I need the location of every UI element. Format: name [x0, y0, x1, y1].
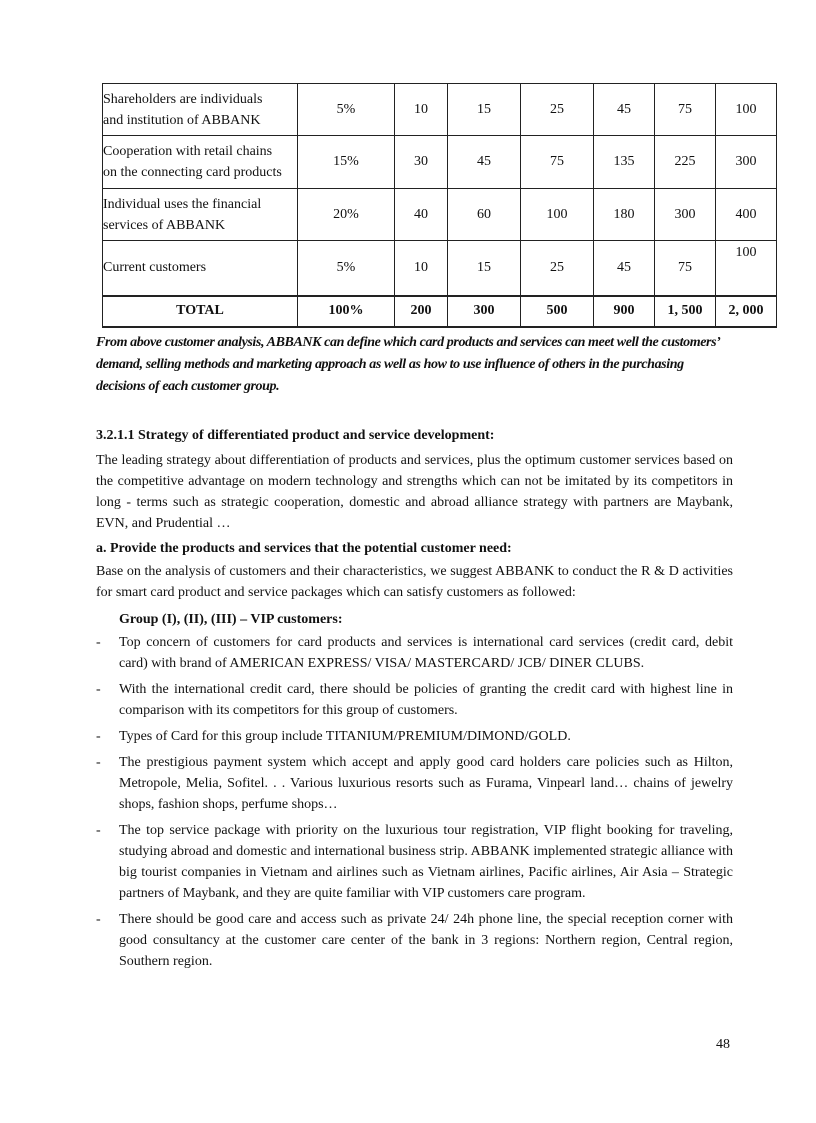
value-cell: 100 [716, 84, 777, 136]
total-row [103, 296, 777, 327]
row-label-line: on the connecting card products [103, 165, 282, 180]
value-cell: 135 [594, 136, 655, 189]
bullet-text: The prestigious payment system which accept and apply good card holders care policies such as Hilton, Metropole, Melia, Sofitel. . . Various luxurious resorts such as Furama, Vinpearl land… chains of jewelry shops, fashion shops, perfume shops… [119, 755, 733, 812]
row-label-line: Individual uses the financial [103, 196, 262, 212]
section-heading: 3.2.1.1 Strategy of differentiated product and service development: [96, 428, 495, 443]
value-cell: 300 [716, 136, 777, 189]
share-cell: 5% [298, 241, 395, 296]
value-cell: 75 [655, 84, 716, 136]
dash-bullet-icon: - [96, 729, 101, 744]
row-label [103, 189, 298, 241]
value-cell: 45 [594, 84, 655, 136]
dash-bullet-icon: - [96, 682, 101, 697]
bullet-text: There should be good care and access such as private 24/ 24h phone line, the special reception corner with good consultancy at the customer care center of the bank in 3 regions: Northern region, Central region, Southern region. [119, 912, 733, 969]
bullet-item [96, 909, 733, 972]
dash-bullet-icon: - [96, 912, 101, 927]
row-label-line: Current customers [103, 260, 207, 276]
value-cell: 10 [395, 84, 448, 136]
value-cell: 100 [521, 189, 594, 241]
bullet-item [96, 726, 733, 747]
value-cell: 60 [448, 189, 521, 241]
value-cell: 45 [448, 136, 521, 189]
table-row [103, 84, 777, 136]
value-cell: 25 [521, 241, 594, 296]
value-cell: 400 [716, 189, 777, 241]
row-label [103, 84, 298, 136]
total-value: 200 [395, 296, 448, 327]
bullet-list [96, 632, 733, 972]
share-cell: 5% [298, 84, 395, 136]
value-cell: 300 [655, 189, 716, 241]
total-label: TOTAL [103, 296, 298, 327]
bullet-item [96, 632, 733, 674]
dash-bullet-icon: - [96, 635, 101, 650]
value-cell: 225 [655, 136, 716, 189]
total-value: 300 [448, 296, 521, 327]
dash-bullet-icon: - [96, 823, 101, 838]
total-value: 900 [594, 296, 655, 327]
dash-bullet-icon: - [96, 755, 101, 770]
bullet-text: Top concern of customers for card products and services is international card services (credit card, debit card) with brand of AMERICAN EXPRESS/ VISA/ MASTERCARD/ JCB/ DINER CLUBS. [119, 635, 733, 671]
value-cell: 75 [655, 241, 716, 296]
row-label-line: services of ABBANK [103, 217, 226, 233]
conclusion-text: From above customer analysis, ABBANK can define which card products and services can meet well the customers’ demand, selling methods and marketing approach as well as how to use influence of others in the purchasing decisions of each customer group. [96, 335, 720, 394]
row-label [103, 136, 298, 189]
total-share: 100% [298, 296, 395, 327]
page-number: 48 [716, 1037, 730, 1052]
intro-paragraph: The leading strategy about differentiation of products and services, plus the optimum customer services based on the competitive advantage on modern technology and strengths which can not be imitated by its competitors in long - terms such as strategic cooperation, domestic and abroad alliance strategy with partners are Maybank, EVN, and Prudential … [96, 453, 733, 531]
value-cell: 75 [521, 136, 594, 189]
share-cell: 15% [298, 136, 395, 189]
bullet-item [96, 820, 733, 904]
value-cell: 30 [395, 136, 448, 189]
group-heading: Group (I), (II), (III) – VIP customers: [119, 612, 343, 627]
row-label [103, 241, 298, 296]
total-value: 1, 500 [655, 296, 716, 327]
subheading-a: a. Provide the products and services that the potential customer need: [96, 541, 512, 556]
total-value: 500 [521, 296, 594, 327]
bullet-text: The top service package with priority on the luxurious tour registration, VIP flight booking for traveling, studying abroad and domestic and international business strip. ABBANK implemented strategic alliance with big tourist companies in Vietnam and airlines such as Vietnam airlines, Pacific airlines, Air Asia – Strategic partners of Maybank, and they are quite familiar with VIP customers care program. [119, 823, 733, 901]
value-cell: 15 [448, 241, 521, 296]
bullet-item [96, 679, 733, 721]
bullet-item [96, 752, 733, 815]
section-content [96, 425, 733, 977]
value-cell: 15 [448, 84, 521, 136]
row-label-line: Shareholders are individuals [103, 91, 263, 107]
share-cell: 20% [298, 189, 395, 241]
value-cell: 180 [594, 189, 655, 241]
total-value: 2, 000 [716, 296, 777, 327]
value-cell: 100 [716, 241, 777, 296]
bullet-text: With the international credit card, there should be policies of granting the credit card with highest line in comparison with its competitors for this group of customers. [119, 682, 733, 718]
value-cell: 10 [395, 241, 448, 296]
table-row [103, 189, 777, 241]
bullet-text: Types of Card for this group include TITANIUM/PREMIUM/DIMOND/GOLD. [119, 729, 571, 744]
table-row [103, 136, 777, 189]
value-cell: 25 [521, 84, 594, 136]
value-cell: 45 [594, 241, 655, 296]
table-row [103, 241, 777, 296]
sub-a-paragraph: Base on the analysis of customers and their characteristics, we suggest ABBANK to conduct the R & D activities for smart card product and service packages which can satisfy customers as followed: [96, 564, 733, 600]
customer-table [102, 83, 777, 328]
row-label-line: Cooperation with retail chains [103, 144, 273, 159]
row-label-line: and institution of ABBANK [103, 112, 261, 128]
value-cell: 40 [395, 189, 448, 241]
